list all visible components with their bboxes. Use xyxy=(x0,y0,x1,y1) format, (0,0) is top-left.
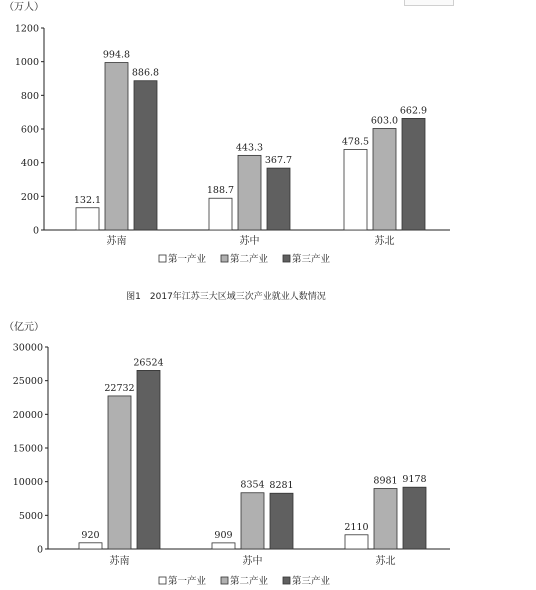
data-label: 8281 xyxy=(269,480,294,492)
legend-swatch xyxy=(221,255,228,262)
data-label: 8354 xyxy=(240,479,265,491)
category-label: 苏北 xyxy=(375,556,396,567)
y-tick-label: 20000 xyxy=(12,409,43,421)
y-unit-label: （万人） xyxy=(4,2,44,13)
legend-label: 第二产业 xyxy=(230,576,269,587)
data-label: 886.8 xyxy=(131,67,160,79)
category-label: 苏中 xyxy=(242,556,263,567)
y-tick-label: 600 xyxy=(20,124,39,136)
y-tick-label: 25000 xyxy=(12,376,43,388)
legend-label: 第三产业 xyxy=(292,576,331,587)
y-tick-label: 15000 xyxy=(12,443,43,455)
y-tick-label: 800 xyxy=(20,90,39,102)
y-tick-label: 1200 xyxy=(14,23,39,35)
data-label: 132.1 xyxy=(73,194,102,206)
bar-1 xyxy=(79,543,102,549)
legend-label: 第三产业 xyxy=(292,254,331,265)
legend-label: 第一产业 xyxy=(168,576,207,587)
legend-swatch xyxy=(283,577,290,584)
bar-3 xyxy=(134,81,157,230)
data-label: 909 xyxy=(214,529,233,541)
bar-1 xyxy=(209,198,232,230)
bar-1 xyxy=(345,535,368,549)
legend-label: 第二产业 xyxy=(230,254,269,265)
category-label: 苏南 xyxy=(109,556,130,567)
y-tick-label: 0 xyxy=(32,225,39,237)
bar-2 xyxy=(241,493,264,549)
bar-2 xyxy=(238,155,261,230)
right-gutter xyxy=(452,0,536,590)
data-label: 2110 xyxy=(344,521,369,533)
legend-label: 第一产业 xyxy=(168,254,207,265)
data-label: 662.9 xyxy=(399,105,428,117)
bar-3 xyxy=(403,487,426,549)
legend-swatch xyxy=(221,577,228,584)
data-label: 478.5 xyxy=(341,136,370,148)
data-label: 920 xyxy=(81,529,100,541)
data-label: 188.7 xyxy=(206,185,235,197)
y-tick-label: 10000 xyxy=(12,477,43,489)
bar-2 xyxy=(373,128,396,230)
data-label: 603.0 xyxy=(370,115,399,127)
data-label: 26524 xyxy=(133,357,164,369)
chart1-caption: 图1 2017年江苏三大区域三次产业就业人数情况 xyxy=(126,292,326,302)
bar-3 xyxy=(267,168,290,230)
category-label: 苏北 xyxy=(374,236,395,247)
data-label: 994.8 xyxy=(102,49,131,61)
legend-swatch xyxy=(159,577,166,584)
category-label: 苏中 xyxy=(239,236,260,247)
y-tick-label: 1000 xyxy=(14,57,39,69)
bar-3 xyxy=(137,370,160,549)
bar-1 xyxy=(76,208,99,230)
bar-1 xyxy=(212,543,235,549)
y-unit-label: （亿元） xyxy=(4,322,44,333)
legend-swatch xyxy=(159,255,166,262)
category-label: 苏南 xyxy=(106,236,127,247)
y-tick-label: 200 xyxy=(20,191,39,203)
bar-2 xyxy=(374,489,397,549)
output-chart xyxy=(0,300,452,590)
bar-1 xyxy=(344,149,367,230)
data-label: 9178 xyxy=(402,474,427,486)
bar-3 xyxy=(402,118,425,230)
y-tick-label: 30000 xyxy=(12,342,43,354)
bar-3 xyxy=(270,493,293,549)
bar-2 xyxy=(105,63,128,230)
y-tick-label: 400 xyxy=(20,158,39,170)
y-tick-label: 5000 xyxy=(18,510,43,522)
data-label: 443.3 xyxy=(235,142,264,154)
bar-2 xyxy=(108,396,131,549)
y-tick-label: 0 xyxy=(36,544,43,556)
data-label: 22732 xyxy=(104,382,135,394)
employment-chart xyxy=(0,0,452,300)
data-label: 8981 xyxy=(373,475,398,487)
legend-swatch xyxy=(283,255,290,262)
data-label: 367.7 xyxy=(264,155,293,167)
